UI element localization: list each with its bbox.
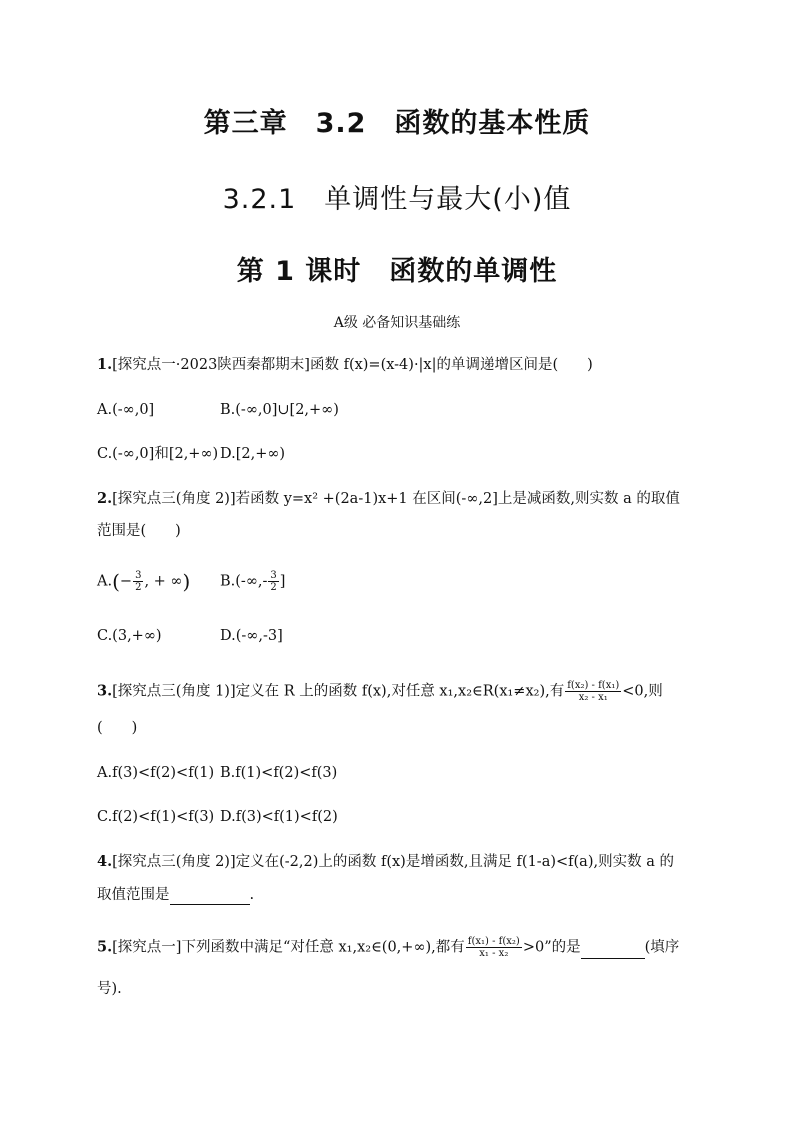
- question-2-options-row-2: [97, 626, 283, 646]
- question-1-stem: [97, 355, 593, 375]
- question-2-options-row-1: [97, 570, 285, 593]
- question-5-answer-blank[interactable]: [581, 942, 645, 959]
- question-3-option-c: C.f(2)<f(1)<f(3): [97, 809, 215, 825]
- question-1-option-c: C.(-∞,0]和[2,+∞): [97, 446, 219, 462]
- question-1-option-b: B.(-∞,0]∪[2,+∞): [220, 402, 339, 418]
- question-3-option-d: D.f(3)<f(1)<f(2): [220, 809, 338, 825]
- question-3-options-row-2: [97, 807, 338, 827]
- question-2-number: 2.: [97, 490, 113, 507]
- question-3-text-1: [探究点三(角度 1)]定义在 R 上的函数 f(x),对任意 x₁,x₂∈R(x₁≠x₂),有: [112, 683, 565, 700]
- question-2-text-1: [探究点三(角度 2)]若函数 y=x² +(2a-1)x+1 在区间(-∞,2]上是减函数,则实数 a 的取值: [112, 491, 680, 507]
- question-5-text-2: >0”的是: [522, 939, 581, 956]
- question-4-number: 4.: [97, 853, 113, 870]
- question-3-fraction: $\frac{\text{f(x₂) - f(x₁)}}{\text{x₂ - x₁}}$: [567, 680, 620, 703]
- question-4-answer-blank[interactable]: [170, 888, 250, 905]
- question-3-text-2: <0,则: [622, 683, 663, 700]
- question-4-text-2: 取值范围是: [97, 887, 170, 903]
- question-5-text-1: [探究点一]下列函数中满足“对任意 x₁,x₂∈(0,+∞),都有: [112, 939, 465, 956]
- question-4-stem-line-2: 取值范围是 .: [97, 887, 255, 903]
- question-4-stem-line-1: [97, 852, 674, 872]
- question-2-option-a: A.(− $\frac{3}{2}$ , + ∞): [97, 569, 191, 594]
- question-2-option-d: D.(-∞,-3]: [220, 628, 283, 644]
- question-2-option-b: B.(-∞,- $\frac{3}{2}$ ]: [220, 570, 286, 593]
- question-5-stem-line-1: 5.[探究点一]下列函数中满足“对任意 x₁,x₂∈(0,+∞),都有 $\frac{\text{f(x₁) - f(x₂)}}{\text{x₁ - x₂}}$ >0”的是 (填序: [97, 936, 680, 959]
- question-2-option-c: C.(3,+∞): [97, 628, 162, 644]
- question-2-stem-line-2: 范围是( ): [97, 523, 181, 539]
- question-5-fraction: $\frac{\text{f(x₁) - f(x₂)}}{\text{x₁ - x₂}}$: [467, 936, 520, 959]
- question-2-stem-line-1: [97, 489, 680, 509]
- question-4-text-1: [探究点三(角度 2)]定义在(-2,2)上的函数 f(x)是增函数,且满足 f(1-a)<f(a),则实数 a 的: [112, 854, 674, 870]
- question-1-options-row-1: [97, 400, 339, 420]
- question-3-option-b: B.f(1)<f(2)<f(3): [220, 765, 338, 781]
- question-1-text: [探究点一·2023陕西秦都期末]函数 f(x)=(x-4)·|x|的单调递增区间是( ): [112, 357, 593, 373]
- lesson-title: 第 1 课时 函数的单调性: [236, 256, 558, 287]
- question-3-option-a: A.f(3)<f(2)<f(1): [97, 765, 215, 781]
- section-title: 3.2.1 单调性与最大(小)值: [222, 184, 572, 215]
- level-heading: A级 必备知识基础练: [333, 315, 461, 331]
- question-5-stem-line-2: 号).: [97, 981, 122, 997]
- question-1-option-a: A.(-∞,0]: [97, 402, 155, 418]
- question-3-number: 3.: [97, 682, 113, 700]
- question-3-options-row-1: [97, 763, 337, 783]
- question-1-option-d: D.[2,+∞): [220, 446, 286, 462]
- question-5-number: 5.: [97, 938, 113, 956]
- question-3-stem-line-1: [97, 680, 663, 703]
- chapter-title: 第三章 3.2 函数的基本性质: [203, 108, 591, 139]
- question-3-stem-line-2: ( ): [97, 720, 138, 736]
- question-1-number: 1.: [97, 356, 113, 373]
- question-1-options-row-2: [97, 444, 285, 464]
